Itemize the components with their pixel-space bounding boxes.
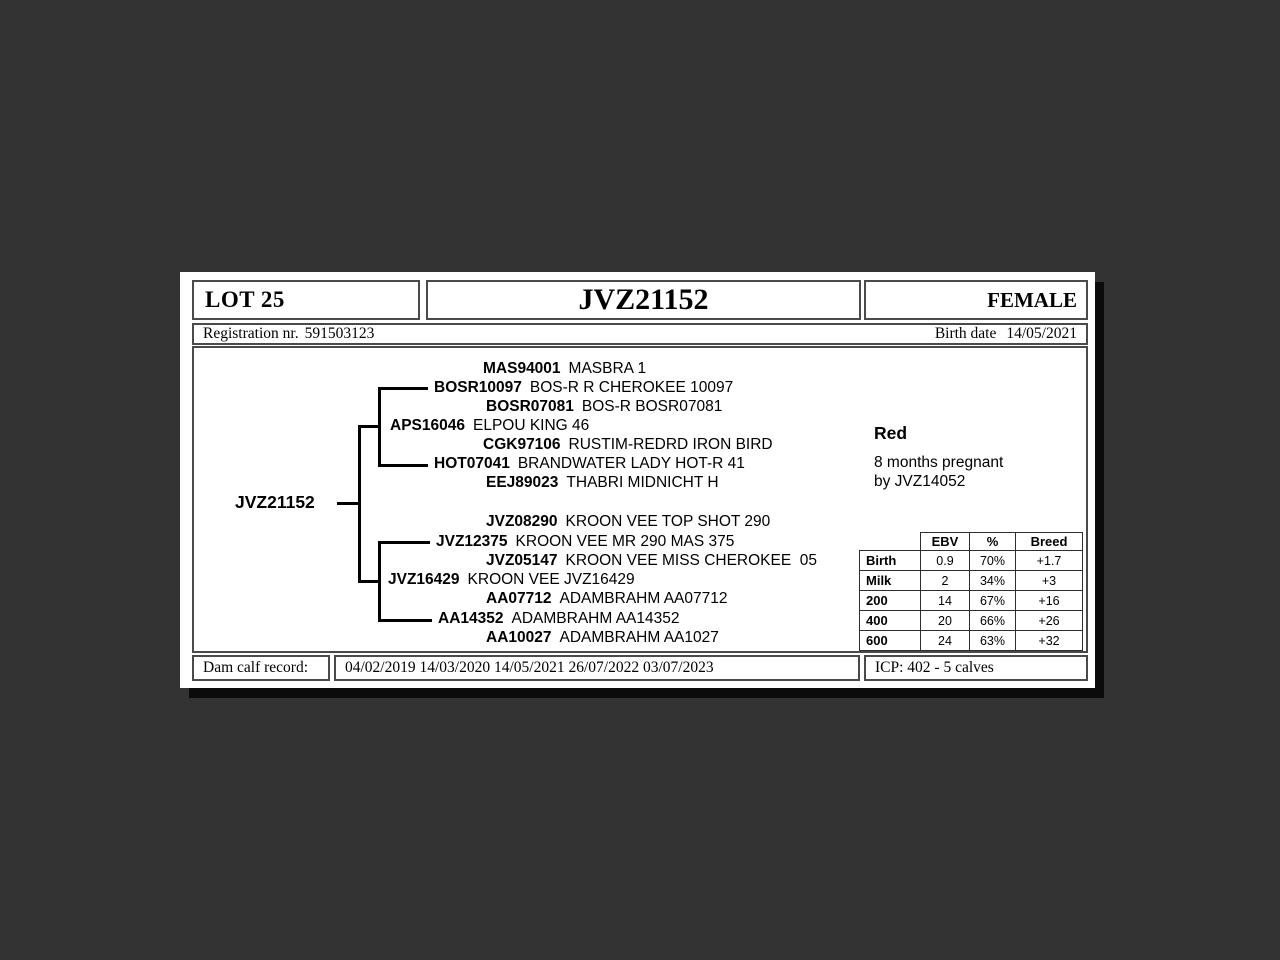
animal-id: AA14352 xyxy=(438,610,504,627)
ebv-accuracy: 66% xyxy=(970,611,1016,631)
animal-id: CGK97106 xyxy=(483,436,561,453)
animal-id: JVZ05147 xyxy=(486,552,558,569)
ebv-breed-avg: +1.7 xyxy=(1016,551,1083,571)
animal-name: ADAMBRAHM AA14352 xyxy=(511,610,680,627)
animal-name: ELPOU KING 46 xyxy=(472,417,590,434)
registration-number: 591503123 xyxy=(304,325,375,342)
icp-box xyxy=(864,655,1088,681)
ebv-value: 2 xyxy=(921,571,970,591)
birth-date-value: 14/05/2021 xyxy=(1006,325,1077,342)
animal-id: JVZ16429 xyxy=(388,571,460,588)
ebv-accuracy: 34% xyxy=(970,571,1016,591)
dam-calf-record-label: Dam calf record: xyxy=(203,659,308,676)
animal-name: ADAMBRAHM AA1027 xyxy=(559,629,719,646)
animal-name: KROON VEE MR 290 MAS 375 xyxy=(515,533,735,550)
ebv-row-label: 600 xyxy=(860,631,921,651)
ebv-value: 20 xyxy=(921,611,970,631)
animal-name: RUSTIM-REDRD IRON BIRD xyxy=(568,436,773,453)
sex-label: FEMALE xyxy=(987,287,1077,312)
animal-id: EEJ89023 xyxy=(486,474,559,491)
catalog-card xyxy=(180,272,1095,688)
animal-name: BRANDWATER LADY HOT-R 41 xyxy=(517,455,745,472)
coat-color: Red xyxy=(874,423,908,443)
pedigree-entry xyxy=(486,397,722,416)
tree-line-sire-top-h xyxy=(378,387,428,390)
animal-name: ADAMBRAHM AA07712 xyxy=(559,590,728,607)
ebv-value: 0.9 xyxy=(921,551,970,571)
animal-id: APS16046 xyxy=(390,417,465,434)
animal-name: KROON VEE JVZ16429 xyxy=(467,571,635,588)
birth-date-group xyxy=(935,325,1077,343)
animal-id-box xyxy=(426,280,861,320)
pedigree-entry xyxy=(486,589,728,608)
ebv-row-600 xyxy=(860,631,1083,651)
animal-name: THABRI MIDNICHT H xyxy=(566,474,719,491)
ebv-row-label: Milk xyxy=(860,571,921,591)
lot-box xyxy=(192,280,420,320)
pedigree-entry xyxy=(388,570,635,589)
ebv-breed-avg: +26 xyxy=(1016,611,1083,631)
pedigree-entry xyxy=(438,609,680,628)
sex-box xyxy=(864,280,1088,320)
animal-id: BOSR10097 xyxy=(434,379,522,396)
ebv-row-label: 400 xyxy=(860,611,921,631)
animal-name: BOS-R R CHEROKEE 10097 xyxy=(529,379,734,396)
ebv-value: 24 xyxy=(921,631,970,651)
ebv-row-birth xyxy=(860,551,1083,571)
ebv-row-label: Birth xyxy=(860,551,921,571)
ebv-header-pct: % xyxy=(970,533,1016,551)
pedigree-entry xyxy=(483,435,773,454)
tree-line-sire-bot-h xyxy=(378,464,428,467)
ebv-header-ebv: EBV xyxy=(921,533,970,551)
ebv-breed-avg: +3 xyxy=(1016,571,1083,591)
animal-id: JVZ08290 xyxy=(486,513,558,530)
pedigree-entry xyxy=(486,473,719,492)
ebv-accuracy: 63% xyxy=(970,631,1016,651)
ebv-table xyxy=(859,532,1083,651)
ebv-row-400 xyxy=(860,611,1083,631)
ebv-breed-avg: +32 xyxy=(1016,631,1083,651)
ebv-header-breed: Breed xyxy=(1016,533,1083,551)
animal-name: BOS-R BOSR07081 xyxy=(581,398,723,415)
animal-id: AA07712 xyxy=(486,590,552,607)
tree-line-dam-bracket xyxy=(378,541,381,622)
dam-calf-dates-box xyxy=(334,655,860,681)
animal-id: JVZ12375 xyxy=(436,533,508,550)
ebv-value: 14 xyxy=(921,591,970,611)
pedigree-entry xyxy=(434,454,745,473)
icp-value: ICP: 402 - 5 calves xyxy=(875,659,994,676)
pedigree-entry xyxy=(486,551,817,570)
pedigree-entry xyxy=(486,628,719,647)
pregnancy-status: 8 months pregnant xyxy=(874,454,1004,471)
ebv-row-200 xyxy=(860,591,1083,611)
animal-id: HOT07041 xyxy=(434,455,510,472)
birth-date-label: Birth date xyxy=(934,325,997,342)
registration-row xyxy=(192,323,1088,345)
tree-line-sire-bracket xyxy=(378,387,381,467)
pedigree-entry xyxy=(390,416,589,435)
pedigree-entry xyxy=(483,359,646,378)
ebv-breed-avg: +16 xyxy=(1016,591,1083,611)
animal-name: KROON VEE MISS CHEROKEE 05 xyxy=(565,552,818,569)
pregnancy-sire: by JVZ14052 xyxy=(874,473,966,490)
lot-number: LOT 25 xyxy=(205,287,285,312)
animal-name: MASBRA 1 xyxy=(568,360,647,377)
ebv-row-milk xyxy=(860,571,1083,591)
ebv-accuracy: 70% xyxy=(970,551,1016,571)
dam-calf-record-label-box xyxy=(192,655,330,681)
animal-name: KROON VEE TOP SHOT 290 xyxy=(565,513,771,530)
tree-line-dam-top-h xyxy=(378,541,430,544)
animal-id: BOSR07081 xyxy=(486,398,574,415)
ebv-header-blank xyxy=(860,533,921,551)
ebv-header-row xyxy=(860,533,1083,551)
tree-line-trunk xyxy=(358,425,361,583)
pedigree-root-id: JVZ21152 xyxy=(235,492,315,512)
ebv-accuracy: 67% xyxy=(970,591,1016,611)
dam-calf-dates: 04/02/2019 14/03/2020 14/05/2021 26/07/2022 03/07/2023 xyxy=(345,659,714,676)
tree-line-dam-bot-h xyxy=(378,619,432,622)
animal-id: MAS94001 xyxy=(483,360,561,377)
pedigree-entry xyxy=(486,512,770,531)
animal-id: AA10027 xyxy=(486,629,552,646)
pedigree-entry xyxy=(436,532,734,551)
pedigree-entry xyxy=(434,378,733,397)
pedigree-panel xyxy=(192,346,1088,653)
ebv-row-label: 200 xyxy=(860,591,921,611)
animal-id-title: JVZ21152 xyxy=(578,283,709,316)
registration-label: Registration nr. xyxy=(203,325,299,342)
registration-group xyxy=(203,325,374,343)
